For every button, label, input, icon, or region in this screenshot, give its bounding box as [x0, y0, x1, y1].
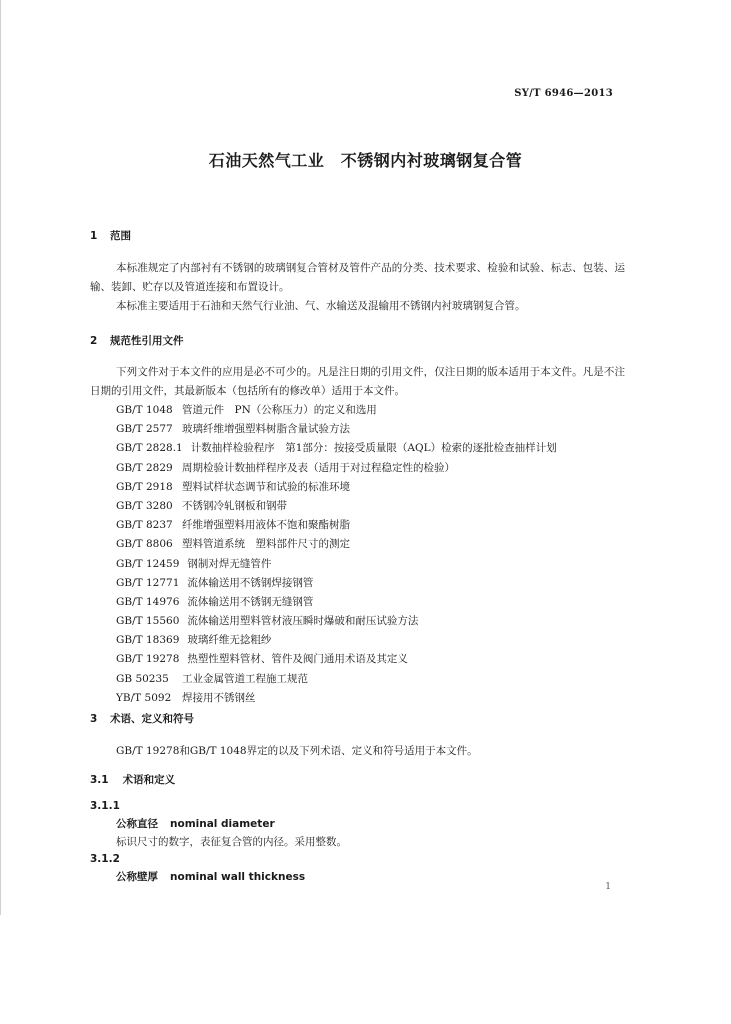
ref-code: GB/T 12771 [116, 576, 180, 589]
section-number: 3 [90, 713, 98, 725]
list-item [116, 439, 557, 458]
ref-title: 周期检验计数抽样程序及表（适用于对过程稳定性的检验） [182, 461, 455, 474]
ref-title: 计数抽样检验程序 第1部分：按接受质量限（AQL）检索的逐批检查抽样计划 [190, 442, 557, 455]
section-1-heading [90, 228, 131, 243]
term-definition: 标识尺寸的数字，表征复合管的内径。采用整数。 [116, 836, 347, 848]
ref-title: 流体输送用不锈钢无缝钢管 [187, 595, 314, 608]
ref-code: YB/T 5092 [116, 691, 172, 704]
section-number: 2 [90, 335, 98, 347]
page-number: 1 [605, 882, 611, 892]
ref-title: 玻璃纤维增强塑料树脂含量试验方法 [182, 423, 350, 436]
ref-code: GB/T 14976 [116, 595, 180, 608]
term-en: nominal diameter [170, 818, 275, 830]
subsection-number: 3.1 [90, 774, 109, 786]
ref-code: GB/T 12459 [116, 557, 180, 570]
ref-title: 工业金属管道工程施工规范 [182, 672, 308, 685]
list-item [116, 516, 557, 535]
ref-title: 流体输送用不锈钢焊接钢管 [187, 576, 314, 589]
list-item [116, 689, 557, 708]
list-item [116, 612, 557, 631]
list-item [116, 535, 557, 554]
ref-title: 塑料管道系统 塑料部件尺寸的测定 [182, 538, 350, 551]
ref-title: 塑料试样状态调节和试验的标准环境 [182, 480, 350, 493]
list-item [116, 555, 557, 574]
section-2-heading [90, 333, 184, 348]
list-item [116, 574, 557, 593]
standard-code: SY/T 6946—2013 [514, 88, 613, 99]
term-name [116, 816, 275, 831]
list-item [116, 670, 557, 689]
ref-title: 玻璃纤维无捻粗纱 [187, 634, 272, 647]
document-title: 石油天然气工业 不锈钢内衬玻璃钢复合管 [208, 151, 523, 170]
list-item [116, 478, 557, 497]
ref-code: GB/T 8806 [116, 538, 173, 551]
subsection-title: 术语和定义 [122, 774, 176, 786]
term-number: 3.1.1 [90, 800, 120, 812]
term-name [116, 869, 305, 884]
ref-title: 管道元件 PN（公称压力）的定义和选用 [182, 404, 377, 416]
ref-code: GB/T 19278 [116, 653, 180, 666]
scope-paragraph-1: 本标准规定了内部衬有不锈钢的玻璃钢复合管材及管件产品的分类、技术要求、检验和试验、标志、包装、运输、装卸、贮存以及管道连接和布置设计。 [90, 262, 625, 293]
section-title: 规范性引用文件 [110, 335, 184, 347]
ref-code: GB/T 8237 [116, 519, 173, 532]
term-zh: 公称壁厚 [116, 871, 158, 883]
list-item [116, 631, 557, 650]
ref-code: GB/T 2918 [116, 480, 173, 493]
ref-title: 不锈钢冷轧钢板和钢带 [182, 499, 287, 512]
section-3-heading [90, 711, 194, 726]
ref-title: 流体输送用塑料管材液压瞬时爆破和耐压试验方法 [187, 615, 419, 628]
ref-title: 热塑性塑料管材、管件及阀门通用术语及其定义 [187, 653, 408, 666]
ref-code: GB/T 2829 [116, 461, 173, 474]
ref-title: 纤维增强塑料用液体不饱和聚酯树脂 [182, 519, 350, 532]
ref-code: GB/T 15560 [116, 615, 180, 628]
term-zh: 公称直径 [116, 818, 158, 830]
ref-code: GB/T 2828.1 [116, 442, 183, 455]
ref-code: GB/T 1048 [116, 404, 173, 416]
subsection-3-1-heading [90, 772, 175, 787]
list-item [116, 497, 557, 516]
ref-title: 钢制对焊无缝管件 [187, 557, 272, 570]
references-intro: 下列文件对于本文件的应用是必不可少的。凡是注日期的引用文件，仅注日期的版本适用于本文件。凡是不注日期的引用文件，其最新版本（包括所有的修改单）适用于本文件。 [90, 366, 625, 397]
ref-code: GB/T 2577 [116, 423, 173, 436]
scan-edge-left [0, 0, 1, 915]
scope-paragraph-2: 本标准主要适用于石油和天然气行业油、气、水输送及混输用不锈钢内衬玻璃钢复合管。 [116, 300, 526, 312]
ref-code: GB/T 3280 [116, 499, 173, 512]
section-number: 1 [90, 230, 98, 242]
list-item [116, 593, 557, 612]
ref-code: GB 50235 [116, 672, 169, 685]
section-title: 范围 [110, 230, 131, 242]
list-item [116, 401, 557, 420]
term-en: nominal wall thickness [170, 871, 306, 883]
list-item [116, 650, 557, 669]
section-title: 术语、定义和符号 [110, 713, 194, 725]
ref-title: 焊接用不锈钢丝 [182, 691, 256, 704]
list-item [116, 459, 557, 478]
ref-code: GB/T 18369 [116, 634, 180, 647]
list-item [116, 420, 557, 439]
term-number: 3.1.2 [90, 853, 120, 865]
terms-intro: GB/T 19278和GB/T 1048界定的以及下列术语、定义和符号适用于本文件。 [116, 745, 478, 757]
reference-list [116, 401, 557, 708]
